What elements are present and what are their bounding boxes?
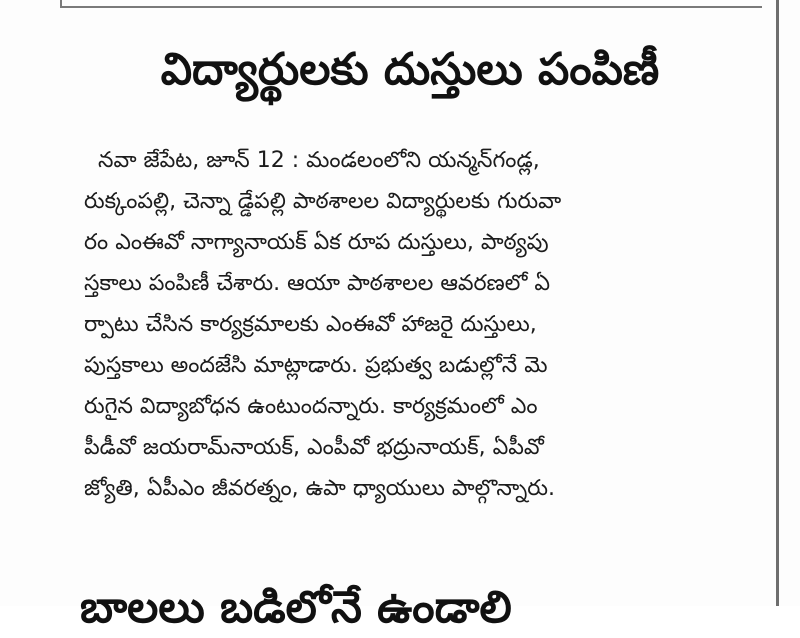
article-line: పీడీవో జయరామ్‌నాయక్, ఎంపీవో భద్రునాయక్, ఏపీవో <box>84 435 544 460</box>
article-line: రుక్కంపల్లి, చెన్నా డ్డేపల్లి పాఠశాలల విద్యార్థులకు గురువా <box>84 189 562 214</box>
article-line: ర్పాటు చేసిన కార్యక్రమాలకు ఎంఈవో హాజరై దుస్తులు, <box>84 312 537 337</box>
article-line: స్తకాలు పంపిణీ చేశారు. ఆయా పాఠశాలల ఆవరణలో ఏ <box>84 271 551 296</box>
article-line: పుస్తకాలు అందజేసి మాట్లాడారు. ప్రభుత్వ బడుల్లోనే మె <box>84 353 548 378</box>
article-line: రం ఎంఈవో నాగ్యానాయక్ ఏక రూప దుస్తులు, పాఠ్యపు <box>84 230 549 255</box>
article-body <box>84 140 752 509</box>
next-article-headline-cut: బాలలు బడిలోనే ఉండాలి <box>80 582 512 633</box>
article-line: జ్యోతి, ఏపీఎం జీవరత్నం, ఉపా ధ్యాయులు పాల్గొన్నారు. <box>84 476 555 501</box>
article-headline: విద్యార్థులకు దుస్తులు పంపిణీ <box>160 44 660 95</box>
right-column-rule <box>776 0 779 606</box>
top-column-rule <box>62 6 762 8</box>
left-column-rule <box>60 0 62 8</box>
article-line: రుగైన విద్యాబోధన ఉంటుందన్నారు. కార్యక్రమంలో ఎం <box>84 394 538 419</box>
article-line: నవా జేపేట, జూన్ 12 : మండలంలోని యన్మన్‌గండ్ల, <box>98 148 540 173</box>
